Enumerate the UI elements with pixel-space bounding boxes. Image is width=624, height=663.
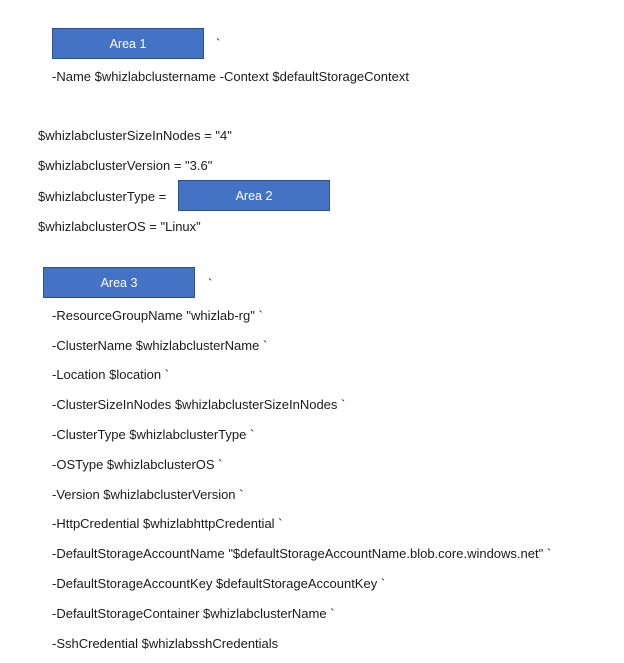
param-line: -ClusterName $whizlabclusterName ` xyxy=(52,338,268,353)
param-line: -DefaultStorageAccountName "$defaultStorageAccountName.blob.core.windows.net" ` xyxy=(52,546,552,561)
param-line: -ClusterSizeInNodes $whizlabclusterSizeInNodes ` xyxy=(52,397,346,412)
area-1-label: Area 1 xyxy=(109,36,147,51)
area-2-box[interactable] xyxy=(178,180,330,211)
area-2-label: Area 2 xyxy=(235,188,273,203)
var-os-line: $whizlabclusterOS = "Linux" xyxy=(38,219,201,234)
param-line: -DefaultStorageContainer $whizlabclusterName ` xyxy=(52,606,335,621)
area-1-box[interactable] xyxy=(52,28,204,59)
param-line: -ClusterType $whizlabclusterType ` xyxy=(52,427,255,442)
param-line: -OSType $whizlabclusterOS ` xyxy=(52,457,223,472)
area-3-box[interactable] xyxy=(43,267,195,298)
param-line: -DefaultStorageAccountKey $defaultStorageAccountKey ` xyxy=(52,576,386,591)
var-type-line: $whizlabclusterType = xyxy=(38,189,167,204)
area-3-label: Area 3 xyxy=(100,275,138,290)
area-1-line: -Name $whizlabclustername -Context $defaultStorageContext xyxy=(52,69,409,84)
var-size-line: $whizlabclusterSizeInNodes = "4" xyxy=(38,128,232,143)
param-line: -ResourceGroupName "whizlab-rg" ` xyxy=(52,308,263,323)
area-1-tick: ` xyxy=(216,36,221,51)
param-line: -Version $whizlabclusterVersion ` xyxy=(52,487,244,502)
param-line: -HttpCredential $whizlabhttpCredential ` xyxy=(52,516,283,531)
var-version-line: $whizlabclusterVersion = "3.6" xyxy=(38,158,213,173)
area-3-tick: ` xyxy=(208,276,213,291)
param-line: -Location $location ` xyxy=(52,367,170,382)
param-line: -SshCredential $whizlabsshCredentials xyxy=(52,636,279,651)
